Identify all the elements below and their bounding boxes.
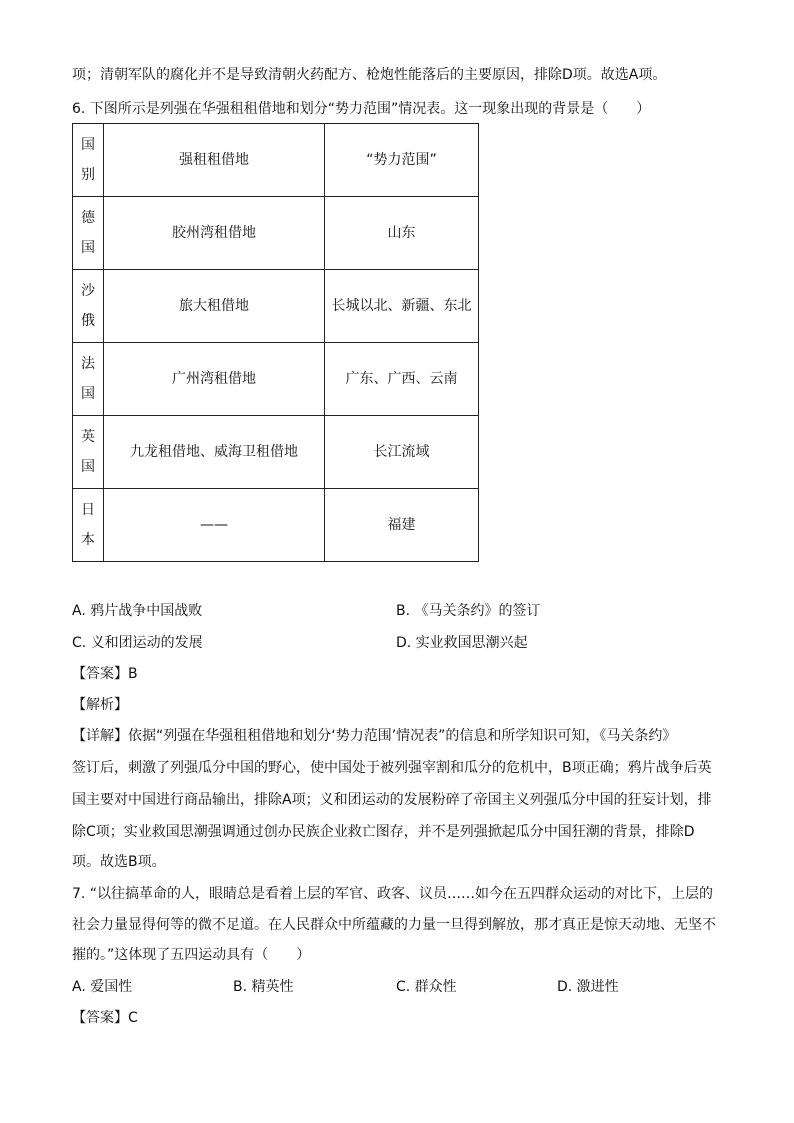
question-7-stem-line: 摧的。”这体现了五四运动具有（ ） [72, 947, 311, 963]
question-7-stem-line: 社会力量显得何等的微不足道。在人民群众中所蕴藏的力量一旦得到解放，那才真正是惊天动地、无坚不 [72, 917, 716, 933]
cell-sphere: 长江流域 [325, 416, 479, 489]
cell-lease: 胶州湾租借地 [104, 197, 325, 270]
q6-option-d: D. 实业救国思潮兴起 [396, 635, 528, 651]
cell-lease: 九龙租借地、威海卫租借地 [104, 416, 325, 489]
q7-option-c: C. 群众性 [396, 979, 457, 995]
cell-sphere: 山东 [325, 197, 479, 270]
header-sphere: “势力范围” [325, 124, 479, 197]
table-header-row [73, 124, 479, 197]
q7-option-d: D. 激进性 [557, 979, 619, 995]
q6-detail-line: 国主要对中国进行商品输出，排除A项；义和团运动的发展粉碎了帝国主义列强瓜分中国的狂妄计划，排 [72, 792, 712, 808]
cell-sphere: 长城以北、新疆、东北 [325, 270, 479, 343]
cell-country: 德 国 [73, 197, 104, 270]
header-country: 国 别 [73, 124, 104, 197]
q6-detail-line: 项。故选B项。 [72, 854, 166, 870]
spheres-table [72, 123, 479, 562]
q6-option-b: B. 《马关条约》的签订 [396, 603, 541, 619]
q7-option-b: B. 精英性 [233, 979, 294, 995]
cell-country: 英 国 [73, 416, 104, 489]
table-row [73, 343, 479, 416]
table-row [73, 489, 479, 562]
cell-country: 日 本 [73, 489, 104, 562]
cell-lease: 广州湾租借地 [104, 343, 325, 416]
intro-line: 项；清朝军队的腐化并不是导致清朝火药配方、枪炮性能落后的主要原因，排除D项。故选A项。 [72, 67, 667, 83]
q6-option-c: C. 义和团运动的发展 [72, 635, 203, 651]
table-row [73, 416, 479, 489]
q6-detail-line: 除C项；实业救国思潮强调通过创办民族企业救亡图存，并不是列强掀起瓜分中国狂潮的背景，排除D [72, 824, 695, 840]
cell-lease: —— [104, 489, 325, 562]
cell-country: 法 国 [73, 343, 104, 416]
q7-option-a: A. 爱国性 [72, 979, 133, 995]
question-7-stem-line: 7. “以往搞革命的人，眼睛总是看着上层的军官、政客、议员……如今在五四群众运动的对比下，上层的 [72, 886, 714, 902]
q6-answer: 【答案】B [72, 666, 138, 682]
cell-country: 沙 俄 [73, 270, 104, 343]
table-row [73, 197, 479, 270]
q6-analysis-label: 【解析】 [72, 697, 128, 713]
q6-detail-line: 【详解】依据“列强在华强租租借地和划分‘势力范围’情况表”的信息和所学知识可知，《马关条约》 [72, 728, 677, 744]
q7-answer: 【答案】C [72, 1010, 138, 1026]
q6-option-a: A. 鸦片战争中国战败 [72, 603, 203, 619]
cell-sphere: 福建 [325, 489, 479, 562]
header-lease: 强租租借地 [104, 124, 325, 197]
cell-lease: 旅大租借地 [104, 270, 325, 343]
question-6-stem: 6. 下图所示是列强在华强租租借地和划分“势力范围”情况表。这一现象出现的背景是（ ） [72, 101, 651, 117]
table-row [73, 270, 479, 343]
cell-sphere: 广东、广西、云南 [325, 343, 479, 416]
q6-detail-line: 签订后，刺激了列强瓜分中国的野心，使中国处于被列强宰割和瓜分的危机中，B项正确；鸦片战争后英 [72, 760, 712, 776]
